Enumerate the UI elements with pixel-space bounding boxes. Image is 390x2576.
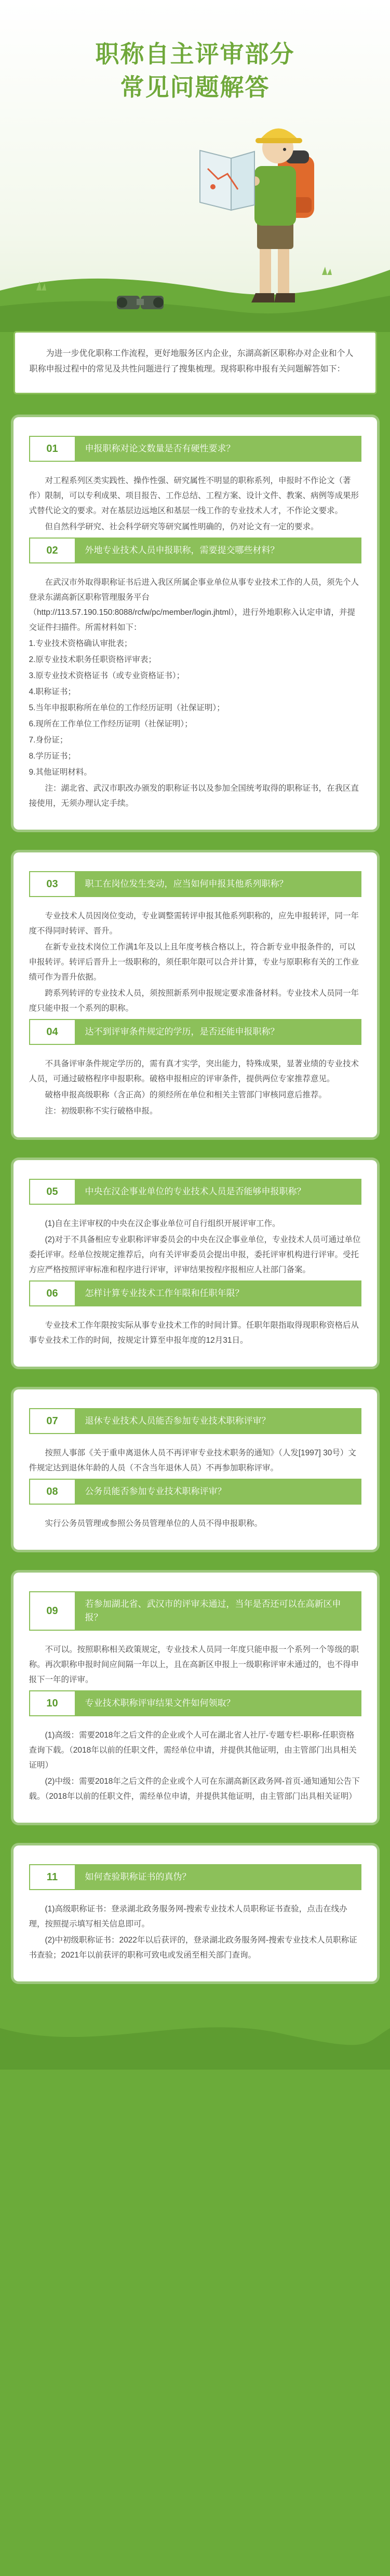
answer-paragraph: (2)对于不具备相应专业职称评审委员会的中央在汉企事业单位，专业技术人员可通过单位委托评审。经单位按规定推荐后，向有关评审委员会提出申报，委托评审机构进行评审。受托方应严格按照评审标准和程序进行评审，评审结果按程序报相应人社部门备案。: [29, 1235, 361, 1274]
answer-paragraph: 但自然科学研究、社会科学研究等研究属性明确的，仍对论文有一定的要求。: [45, 522, 319, 531]
question-header: [29, 1019, 361, 1045]
answer-paragraph: 跨系列转评的专业技术人员，须按照新系列申报规定要求准备材料。专业技术人员同一年度只能申报一个系列的职称。: [29, 989, 359, 1013]
question-title: 公务员能否参加专业技术职称评审？: [76, 1479, 361, 1505]
question-number: 06: [29, 1280, 76, 1306]
answer-paragraph: 在武汉市外取得职称证书后进入我区所属企事业单位从事专业技术工作的人员，须先个人登录东湖高新区职称管理服务平台（http://113.57.190.150:8088/rcfw/pc/member/login.jhtml），进行外地职称入认定申请，并提交证件扫描件。所需材料如下：: [29, 578, 359, 632]
question-number: 01: [29, 436, 76, 462]
question-number: 07: [29, 1408, 76, 1434]
question-header: [29, 1864, 361, 1890]
answer-list-item: 5.当年申报职称所在单位的工作经历证明（社保证明）；: [29, 704, 225, 712]
question-number: 09: [29, 1591, 76, 1631]
answer-list-item: 1.专业技术资格确认审批表；: [29, 639, 132, 648]
question-number: 02: [29, 538, 76, 563]
question-number: 03: [29, 871, 76, 897]
question-title: 外地专业技术人员申报职称，需要提交哪些材料？: [76, 538, 361, 563]
question-title: 如何查验职称证书的真伪？: [76, 1864, 361, 1890]
footer-decoration: [0, 1981, 390, 2070]
faq-card-4: [14, 1389, 377, 1550]
answer-list-item: 4.职称证书；: [29, 687, 76, 696]
question-title: 申报职称对论文数量是否有硬性要求？: [76, 436, 361, 462]
question-number: 11: [29, 1864, 76, 1890]
faq-card-3: [14, 1160, 377, 1367]
question-title: 退休专业技术人员能否参加专业技术职称评审？: [76, 1408, 361, 1434]
answer-paragraph: 专业技术人员因岗位变动，专业调整需转评申报其他系列职称的，应先申报转评，同一年度不得同时转评、晋升。: [29, 912, 359, 935]
answer-paragraph: 在新专业技术岗位工作满1年及以上且年度考核合格以上，符合新专业申报条件的，可以申报转评。转评后晋升上一级职称的，须任职年限可以合并计算，专业与原职称有关的工作业绩可作为晋升依据。: [29, 943, 359, 982]
question-header: [29, 1479, 361, 1505]
answer-list-item: 2.原专业技术职务任职资格评审表；: [29, 655, 156, 664]
intro-box: [14, 331, 377, 394]
faq-card-2: [14, 852, 377, 1137]
question-header: [29, 1690, 361, 1716]
answer-paragraph: (2)中初级职称证书：2022年以后获评的，登录湖北政务服务网-搜索专业技术人员职称证书查验；2021年以前获评的职称可致电或发函至相关部门查询。: [29, 1936, 357, 1960]
answer-paragraph: (1)高级职称证书：登录湖北政务服务网-搜索专业技术人员职称证书查验，点击在线办理，按照提示填写相关信息即可。: [29, 1905, 347, 1928]
title-line-2: 常见问题解答: [120, 74, 270, 101]
answer-paragraph: 不具备评审条件规定学历的，需有真才实学，突出能力，特殊成果，显著业绩的专业技术人员，可通过破格程序申报职称。破格申报相应的评审条件，提供两位专家推荐意见。: [29, 1059, 359, 1083]
answer-list-item: 3.原专业技术资格证书（或专业资格证书）；: [29, 671, 185, 680]
answer-paragraph: 实行公务员管理或参照公务员管理单位的人员不得申报职称。: [45, 1519, 263, 1528]
answer-paragraph: 对工程系列区类实践性、操作性强、研究属性不明显的职称系列，申报时不作论文（著作）限制，可以专利成果、项目报告、工作总结、工程方案、设计文件、教案、病例等成果形式替代论文的要求。对在基层边远地区和基层一线工作的专业技术人才，不作论文要求。: [29, 476, 359, 515]
answer-note: 注：湖北省、武汉市职改办颁发的职称证书以及参加全国统考取得的职称证书，在我区直接使用，无须办理认定手续。: [29, 784, 359, 808]
question-header: [29, 538, 361, 563]
answer-paragraph: (2)中级：需要2018年之后文件的企业或个人可在东湖高新区政务网-首页-通知通知公告下载。（2018年以前的任职文件，需经单位申请，并提供其他证明，由主管部门出具相关证明）: [29, 1777, 360, 1801]
question-header: [29, 1591, 361, 1631]
question-title: 职工在岗位发生变动，应当如何申报其他系列职称？: [76, 871, 361, 897]
question-number: 08: [29, 1479, 76, 1505]
answer-list-item: 8.学历证书；: [29, 752, 76, 761]
hero-illustration: [0, 0, 390, 332]
intro-text: 为进一步优化职称工作流程，更好地服务区内企业，东湖高新区职称办对企业和个人职称申报过程中的常见及共性问题进行了搜集梳理。现将职称申报有关问题解答如下：: [29, 349, 354, 374]
answer-paragraph: 专业技术工作年限按实际从事专业技术工作的时间计算。任职年限指取得现职称资格后从事专业技术工作的时间，按规定计算至申报年度的12月31日。: [29, 1321, 359, 1345]
question-number: 04: [29, 1019, 76, 1045]
question-header: [29, 436, 361, 462]
faq-card-5: [14, 1573, 377, 1823]
question-header: [29, 871, 361, 897]
question-header: [29, 1179, 361, 1205]
question-number: 05: [29, 1179, 76, 1205]
question-title: 中央在汉企事业单位的专业技术人员是否能够申报职称？: [76, 1179, 361, 1205]
answer-paragraph: 按照人事部《关于重申离退休人员不再评审专业技术职务的通知》（人发[1997] 30号）文件规定达到退休年龄的人员（不含当年退休人员）不再参加职称评审。: [29, 1449, 356, 1472]
question-title: 专业技术职称评审结果文件如何领取？: [76, 1690, 361, 1716]
answer-list-item: 7.身份证；: [29, 736, 68, 745]
answer-list-item: 6.现所在工作单位工作经历证明（社保证明）；: [29, 720, 193, 728]
title-line-1: 职称自主评审部分: [95, 40, 295, 67]
question-title: 达不到评审条件规定的学历，是否还能申报职称？: [76, 1019, 361, 1045]
faq-card-6: [14, 1845, 377, 1981]
answer-note: 注：初级职称不实行破格申报。: [45, 1107, 158, 1115]
faq-card-1: [14, 417, 377, 830]
question-header: [29, 1280, 361, 1306]
hero-banner: [0, 0, 390, 332]
footer-wave: [0, 2007, 390, 2070]
answer-paragraph: (1)自在主评审权的中央在汉企事业单位可自行组织开展评审工作。: [45, 1219, 280, 1228]
answer-paragraph: (1)高级：需要2018年之后文件的企业或个人可在湖北省人社厅-专题专栏-职称-任职资格查询下载。（2018年以前的任职文件，需经单位申请，并提供其他证明，由主管部门出具相关证明）: [29, 1731, 357, 1770]
answer-paragraph: 破格申报高级职称（含正高）的须经所在单位和相关主管部门审核同意后推荐。: [45, 1091, 327, 1099]
question-number: 10: [29, 1690, 76, 1716]
answer-list-item: 9.其他证明材料。: [29, 768, 92, 777]
question-header: [29, 1408, 361, 1434]
question-title: 若参加湖北省、武汉市的评审未通过，当年是否还可以在高新区申报？: [76, 1591, 361, 1631]
answer-paragraph: 不可以。按照职称相关政策规定，专业技术人员同一年度只能申报一个系列一个等级的职称。再次职称申报时间应间隔一年以上，且在高新区申报上一级职称评审未通过的，也不得申报下一年的评审。: [29, 1645, 359, 1684]
question-title: 怎样计算专业技术工作年限和任职年限？: [76, 1280, 361, 1306]
